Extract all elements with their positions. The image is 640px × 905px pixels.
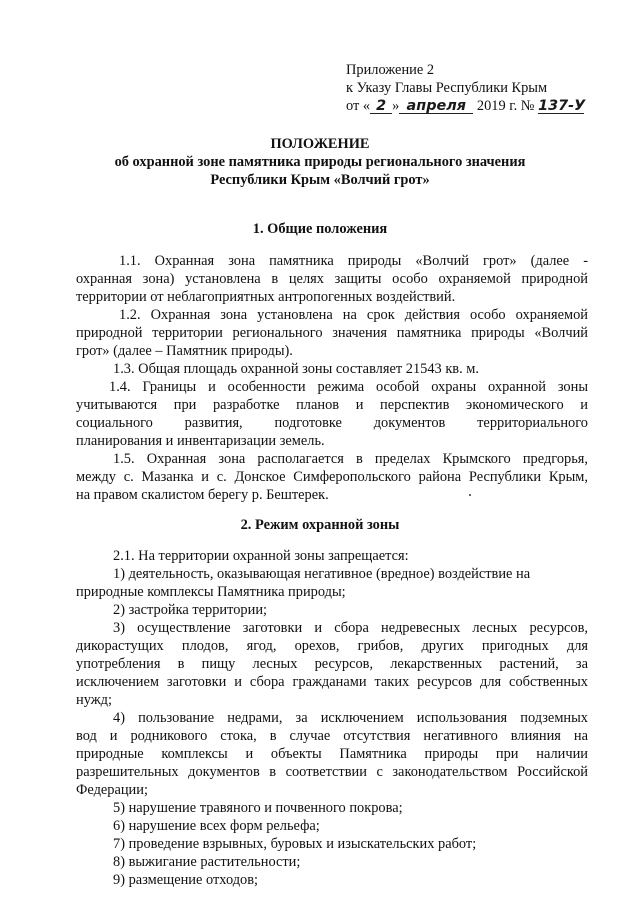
text-line: 3) осуществление заготовки и сбора недревесных лесных ресурсов, [113,620,588,636]
title-line-3: Республики Крым «Волчий грот» [210,172,430,188]
text-line: употребления в пищу лесных ресурсов, лекарственных растений, за [76,656,588,672]
title-line-1: ПОЛОЖЕНИЕ [270,136,370,152]
annex-date-line [346,97,584,115]
text-line: 1.2. Охранная зона установлена на срок действия особо охраняемой [119,307,588,323]
annex-decree-ref: к Указу Главы Республики Крым [346,80,548,96]
text-line: дикорастущих плодов, ягод, орехов, грибов, других пригодных для [76,638,588,654]
text-line: планирования и инвентаризации земель. [76,433,325,449]
item-8: 8) выжигание растительности; [113,854,301,870]
text-line: вод и родникового стока, в случае отсутствия негативного влияния на [76,728,588,744]
annex-label: Приложение 2 [346,62,435,78]
handwritten-number: 137-У [538,98,586,114]
handwritten-month: апреля [399,99,473,114]
text-line: 4) пользование недрами, за исключением использования подземных [113,710,588,726]
date-year: 2019 г. № [476,98,535,114]
text-line: Федерации; [76,782,148,798]
text-line: природные комплексы Памятника природы; [76,584,346,600]
title-line-2: об охранной зоне памятника природы регионального значения [114,154,526,170]
text-line: разрешительных документов в соответствии с законодательством Российской [76,764,588,780]
section-1-heading: 1. Общие положения [252,221,388,237]
text-line: исключением заготовки и сбора гражданами таких ресурсов для собственных [76,674,588,690]
text-line: грот» (далее – Памятник природы). [76,343,293,359]
text-line: природные комплексы и объекты Памятника природы при наличии [76,746,588,762]
text-line: между с. Мазанка и с. Донское Симферопольского района Республики Крым, [76,469,588,485]
section-2-heading: 2. Режим охранной зоны [240,517,400,533]
text-line: 1.4. Границы и особенности режима особой охраны охранной зоны [109,379,588,395]
text-line: нужд; [76,692,112,708]
item-9: 9) размещение отходов; [113,872,259,888]
item-7: 7) проведение взрывных, буровых и изыскательских работ; [113,836,477,852]
text-line: природной территории регионального значения памятника природы «Волчий [76,325,588,341]
date-mid: » [392,98,400,114]
text-line: 1.3. Общая площадь охранной зоны составляет 21543 кв. м. [113,361,480,377]
text-line: 1.1. Охранная зона памятника природы «Волчий грот» (далее - [119,253,588,269]
text-line: 1.5. Охранная зона располагается в пределах Крымского предгорья, [113,451,588,467]
handwritten-day: 2 [370,99,392,114]
paragraph-2-1: 2.1. На территории охранной зоны запрещается: [113,548,409,564]
text-line: охранная зона) установлена в целях защиты особо охраняемой природной [76,271,588,287]
scan-speck [469,494,471,496]
item-2: 2) застройка территории; [113,602,268,618]
date-prefix: от « [346,98,371,114]
text-line: учитываются при разработке планов и перспектив экономического и [76,397,588,413]
item-6: 6) нарушение всех форм рельефа; [113,818,320,834]
text-line: 1) деятельность, оказывающая негативное (вредное) воздействие на [113,566,531,582]
text-line: территории от неблагоприятных антропогенных воздействий. [76,289,456,305]
item-5: 5) нарушение травяного и почвенного покрова; [113,800,403,816]
text-line: социального развития, подготовке документов территориального [76,415,588,431]
text-line: на правом скалистом берегу р. Бештерек. [76,487,329,503]
